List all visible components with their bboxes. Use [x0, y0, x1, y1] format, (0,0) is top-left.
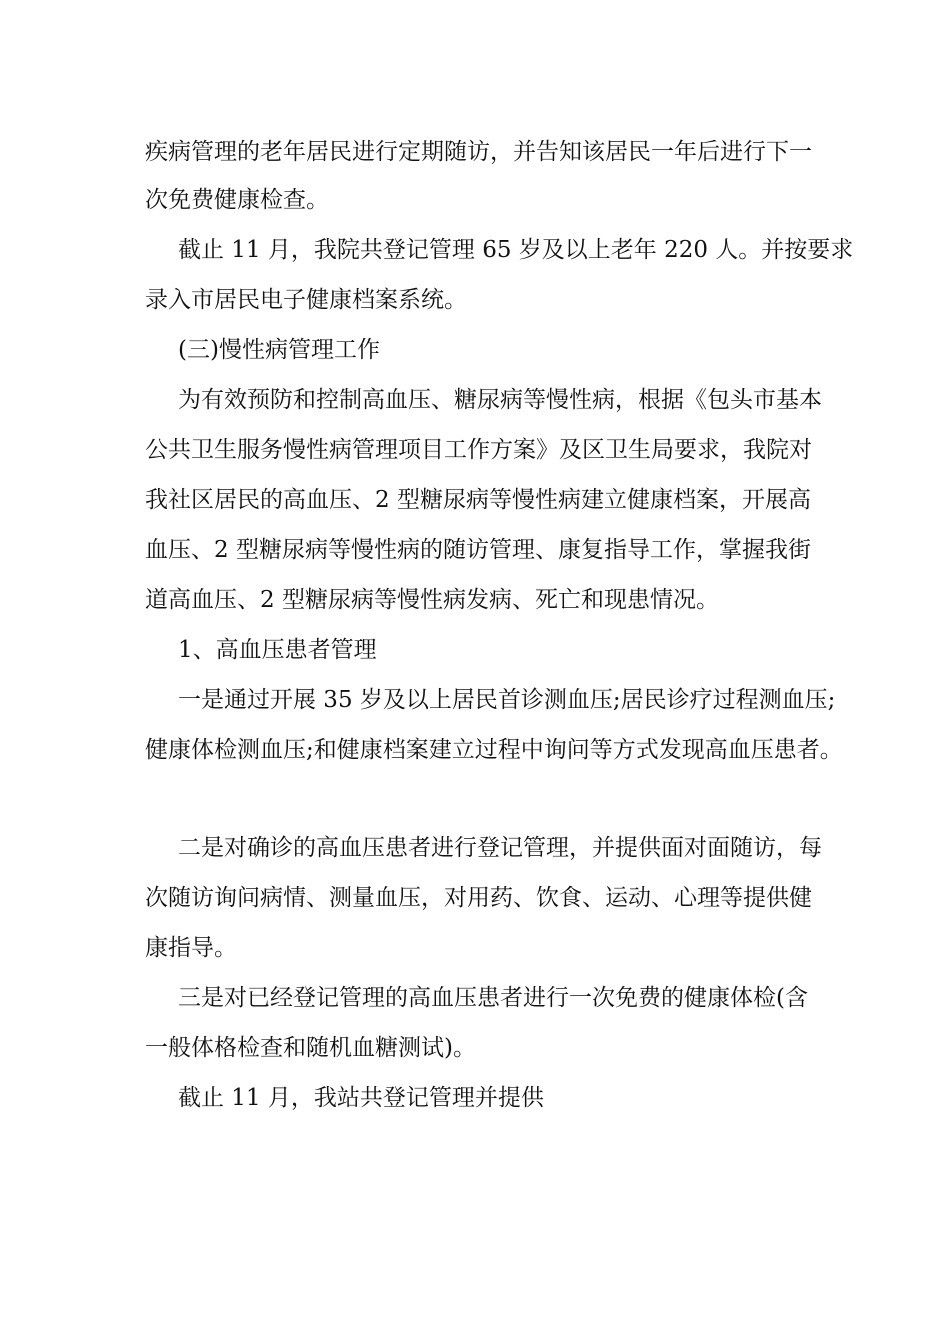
- text-line: 截止 11 月，我站共登记管理并提供: [178, 1085, 544, 1111]
- text-line: 录入市居民电子健康档案系统。: [145, 287, 467, 313]
- text-line: 疾病管理的老年居民进行定期随访，并告知该居民一年后进行下一: [145, 139, 812, 165]
- text-line: 公共卫生服务慢性病管理项目工作方案》及区卫生局要求，我院对: [145, 437, 812, 463]
- text-line: 血压、2 型糖尿病等慢性病的随访管理、康复指导工作，掌握我街: [145, 537, 811, 563]
- text-line: 一是通过开展 35 岁及以上居民首诊测血压;居民诊疗过程测血压;: [178, 687, 836, 713]
- subsection-heading: 1、高血压患者管理: [178, 637, 377, 663]
- text-line: 次免费健康检查。: [145, 187, 329, 213]
- text-line: 二是对确诊的高血压患者进行登记管理，并提供面对面随访，每: [178, 835, 822, 861]
- text-line: 健康体检测血压;和健康档案建立过程中询问等方式发现高血压患者。: [145, 737, 843, 763]
- text-line: 为有效预防和控制高血压、糖尿病等慢性病，根据《包头市基本: [178, 387, 822, 413]
- section-heading: (三)慢性病管理工作: [178, 337, 380, 363]
- text-line: 康指导。: [145, 935, 237, 961]
- text-line: 次随访询问病情、测量血压，对用药、饮食、运动、心理等提供健: [145, 885, 812, 911]
- text-line: 我社区居民的高血压、2 型糖尿病等慢性病建立健康档案，开展高: [145, 487, 811, 513]
- text-line: 截止 11 月，我院共登记管理 65 岁及以上老年 220 人。并按要求: [178, 237, 854, 263]
- text-line: 道高血压、2 型糖尿病等慢性病发病、死亡和现患情况。: [145, 587, 719, 613]
- text-line: 一般体格检查和随机血糖测试)。: [145, 1035, 476, 1061]
- text-line: 三是对已经登记管理的高血压患者进行一次免费的健康体检(含: [178, 985, 808, 1011]
